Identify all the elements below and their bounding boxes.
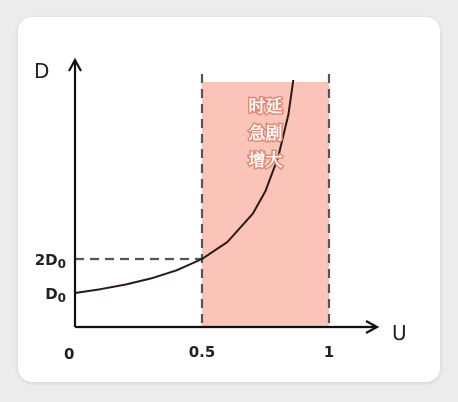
x-tick-labels (189, 343, 335, 361)
zone-label-line-1: 时延 (248, 97, 283, 117)
origin-label: 0 (64, 345, 75, 363)
shaded-region (202, 82, 329, 327)
y-tick-label-2: $2D_0$ (34, 251, 66, 271)
rapid-increase-zone (202, 82, 329, 327)
x-axis-label: U (392, 321, 407, 345)
zone-label-line-3: 增大 (248, 151, 283, 171)
x-tick-label-2: 1 (323, 343, 335, 361)
x-tick-label-1: 0.5 (188, 343, 216, 361)
zone-label-line-2: 急剧 (248, 124, 283, 144)
zone-label (249, 96, 283, 171)
y-tick-labels (35, 251, 66, 305)
y-tick-label-1: $D_0$ (45, 285, 66, 305)
y-axis-label: D (34, 59, 50, 83)
